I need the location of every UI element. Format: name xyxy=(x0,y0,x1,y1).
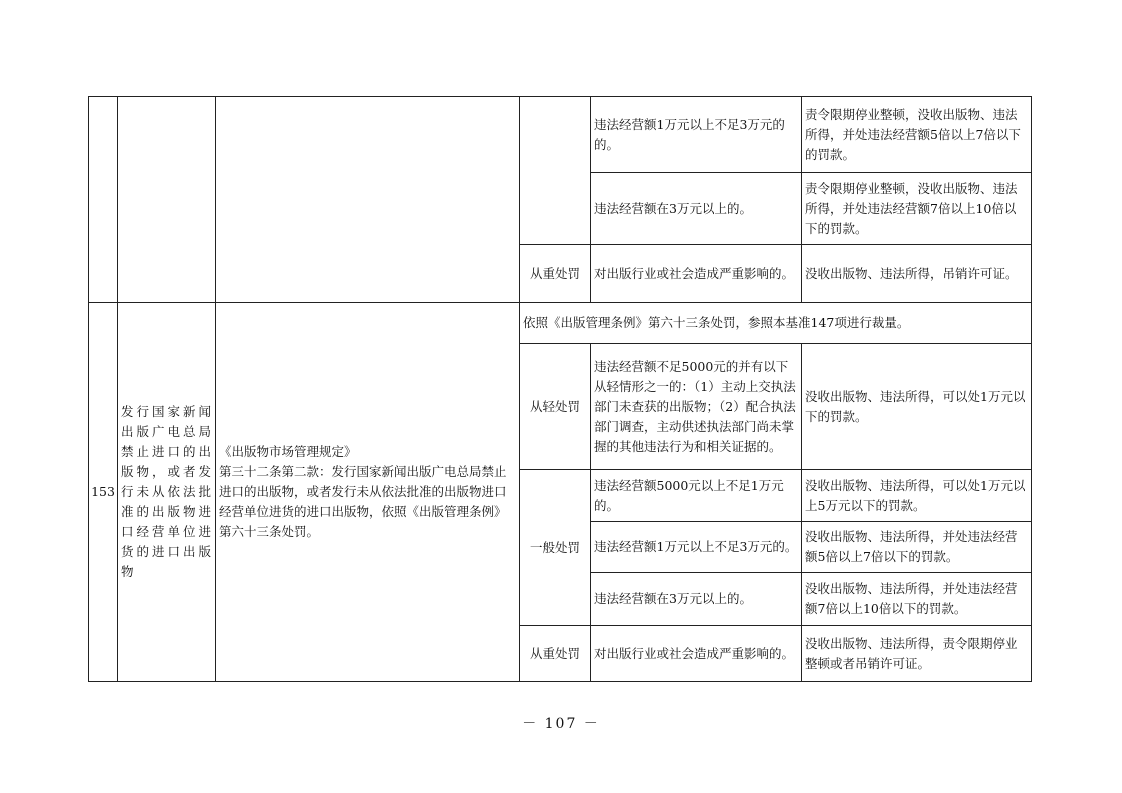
condition-cell: 对出版行业或社会造成严重影响的。 xyxy=(591,245,802,303)
page-number: － 107 － xyxy=(522,716,600,732)
condition-cell: 违法经营额1万元以上不足3万元的的。 xyxy=(591,97,802,173)
condition-cell: 对出版行业或社会造成严重影响的。 xyxy=(591,626,802,682)
condition-cell: 违法经营额在3万元以上的。 xyxy=(591,573,802,626)
penalty-cell: 没收出版物、违法所得，并处违法经营额5倍以上7倍以下的罚款。 xyxy=(802,522,1032,573)
condition-cell: 违法经营额1万元以上不足3万元的。 xyxy=(591,522,802,573)
legal-basis-cell xyxy=(216,303,520,682)
condition-cell: 违法经营额在3万元以上的。 xyxy=(591,173,802,245)
level-cell: 从重处罚 xyxy=(520,245,591,303)
level-cell-empty xyxy=(520,97,591,245)
item-number: 153 xyxy=(89,303,118,682)
basis-cell-empty xyxy=(216,97,520,303)
item-name: 发行国家新闻出版广电总局禁止进口的出版物，或者发行未从依法批准的出版物进口经营单位进货的进口出版物 xyxy=(118,303,216,682)
name-cell-empty xyxy=(118,97,216,303)
basis-title: 《出版物市场管理规定》 xyxy=(219,444,357,459)
penalty-cell: 责令限期停业整顿，没收出版物、违法所得，并处违法经营额7倍以上10倍以下的罚款。 xyxy=(802,173,1032,245)
level-light: 从轻处罚 xyxy=(520,344,591,470)
penalty-cell: 责令限期停业整顿，没收出版物、违法所得，并处违法经营额5倍以上7倍以下的罚款。 xyxy=(802,97,1032,173)
penalty-cell: 没收出版物、违法所得，并处违法经营额7倍以上10倍以下的罚款。 xyxy=(802,573,1032,626)
condition-cell: 违法经营额不足5000元的并有以下从轻情形之一的：（1）主动上交执法部门未查获的出版物；（2）配合执法部门调查，主动供述执法部门尚未掌握的其他违法行为和相关证据的。 xyxy=(591,344,802,470)
level-general: 一般处罚 xyxy=(520,470,591,626)
penalty-cell: 没收出版物、违法所得，责令限期停业整顿或者吊销许可证。 xyxy=(802,626,1032,682)
penalty-cell: 没收出版物、违法所得，可以处1万元以下的罚款。 xyxy=(802,344,1032,470)
penalty-cell: 没收出版物、违法所得，吊销许可证。 xyxy=(802,245,1032,303)
level-heavy: 从重处罚 xyxy=(520,626,591,682)
reference-note: 依照《出版管理条例》第六十三条处罚，参照本基准147项进行裁量。 xyxy=(520,303,1032,344)
penalty-cell: 没收出版物、违法所得，可以处1万元以上5万元以下的罚款。 xyxy=(802,470,1032,522)
condition-cell: 违法经营额5000元以上不足1万元的。 xyxy=(591,470,802,522)
table-row xyxy=(89,303,1032,344)
number-cell-empty xyxy=(89,97,118,303)
penalty-standard-table xyxy=(88,96,1032,682)
basis-text: 第三十二条第二款：发行国家新闻出版广电总局禁止进口的出版物，或者发行未从依法批准的出版物进口经营单位进货的进口出版物，依照《出版管理条例》第六十三条处罚。 xyxy=(219,464,507,539)
table-row xyxy=(89,97,1032,173)
